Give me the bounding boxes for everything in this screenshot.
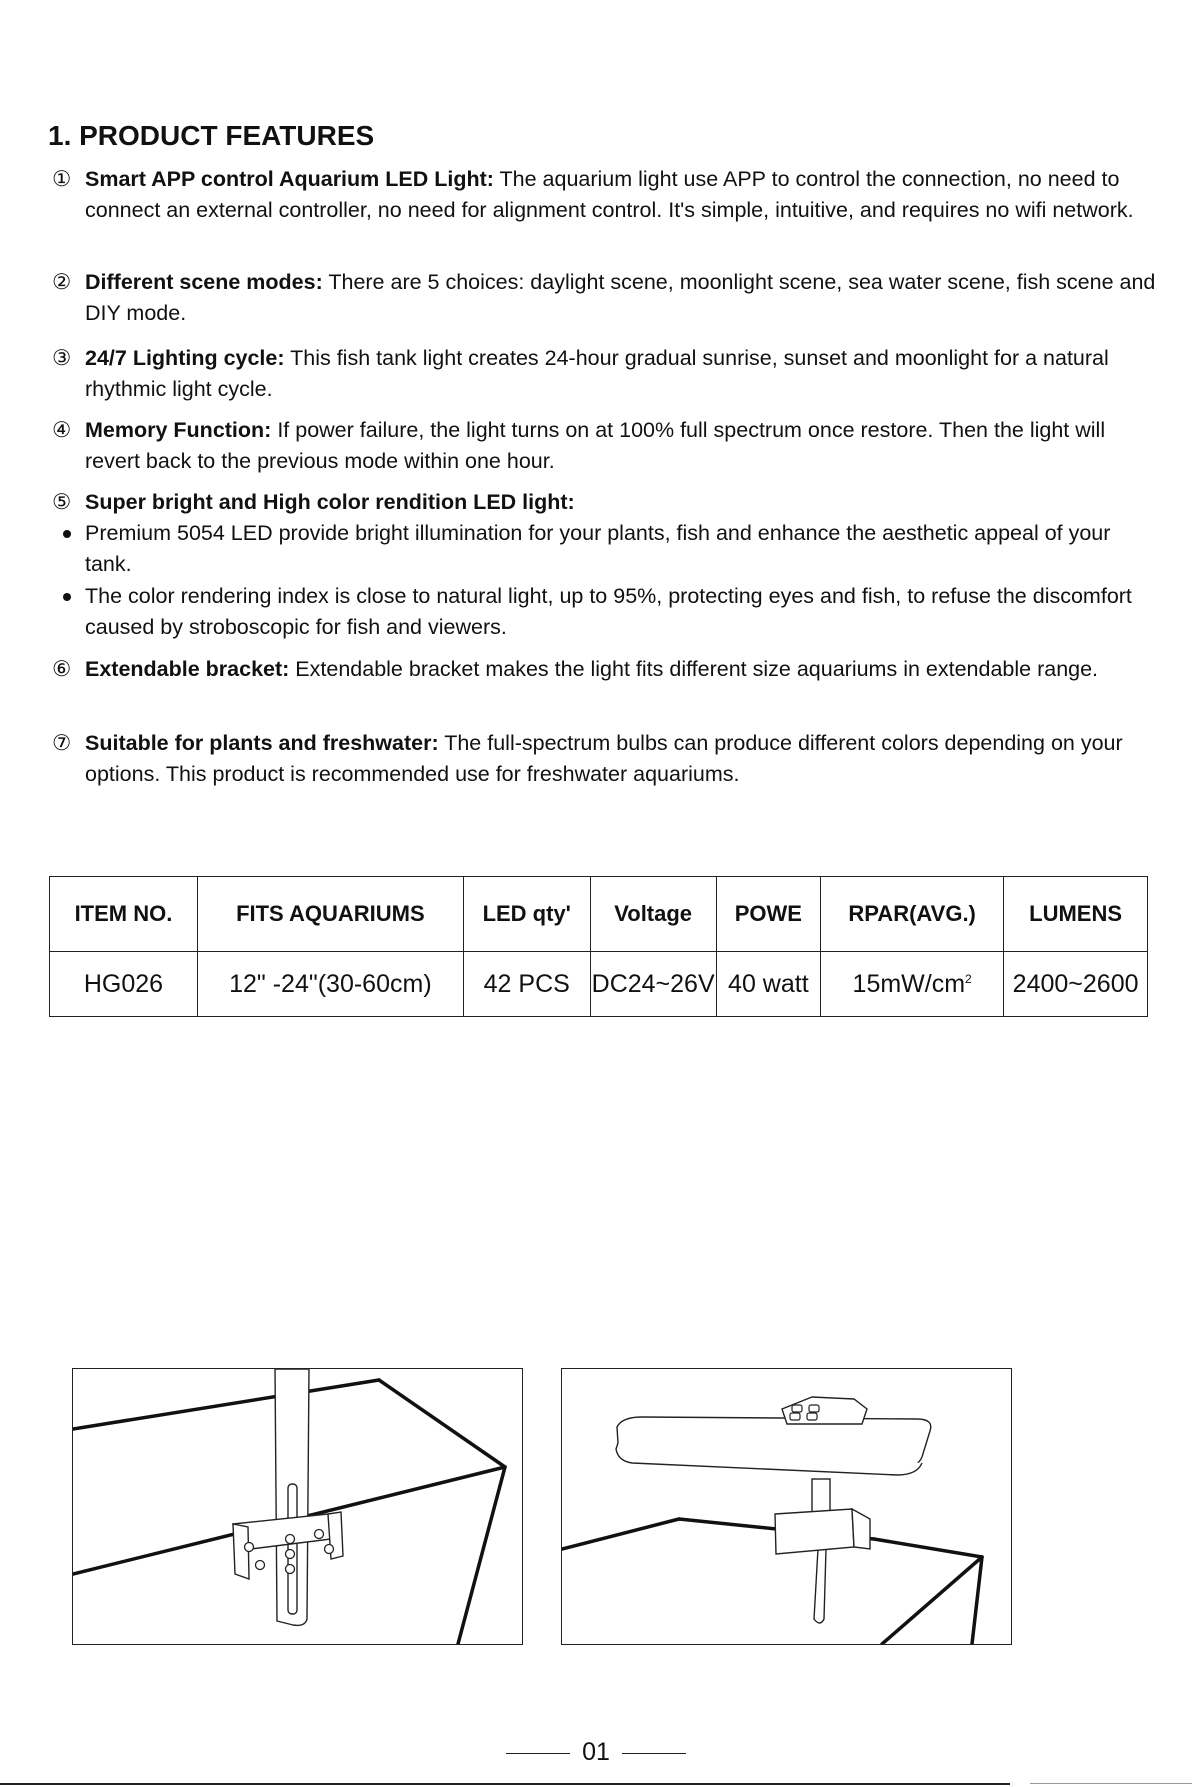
cell-led-qty: 42 PCS [463,952,590,1017]
feature-item [52,415,1162,477]
table-header-row [50,877,1148,952]
feature-heading: 24/7 Lighting cycle: [85,346,285,370]
light-fixture-on-tank-diagram [561,1368,1012,1645]
page-number-rule-left [506,1753,570,1755]
bracket-mounted-on-tank-diagram [72,1368,523,1645]
feature-item [52,343,1162,405]
cell-power: 40 watt [716,952,820,1017]
feature-heading: Different scene modes: [85,270,323,294]
column-header: POWE [716,877,820,952]
feature-number: ① [52,167,72,191]
feature-heading: Extendable bracket: [85,657,290,681]
rpar-superscript: 2 [965,971,972,986]
feature-number: ⑦ [52,731,72,755]
feature-heading: Super bright and High color rendition LED light: [85,490,575,514]
feature-item [52,654,1162,685]
column-header: Voltage [590,877,716,952]
column-header: RPAR(AVG.) [821,877,1004,952]
spec-table [49,876,1148,1017]
feature-item [52,728,1162,790]
bracket-diagram-svg [73,1369,522,1644]
feature-text: Extendable bracket makes the light fits different size aquariums in extendable range. [289,657,1099,681]
feature-text: The aquarium light use APP to control the connection, no need to connect an external controller, no need for alignment control. It's simple, intuitive, and requires no wifi network. [85,167,1134,222]
bullet-dot-icon [63,530,71,538]
cell-lumens: 2400~2600 [1004,952,1148,1017]
feature-text: The full-spectrum bulbs can produce different colors depending on your options. This product is recommended use for freshwater aquariums. [85,731,1123,786]
page-number-text: 01 [582,1738,610,1766]
feature-heading: Suitable for plants and freshwater: [85,731,439,755]
section-title: 1. PRODUCT FEATURES [48,120,375,151]
bullet-item [60,581,1160,643]
feature-number: ② [52,270,72,294]
feature-text: This fish tank light creates 24-hour gradual sunrise, sunset and moonlight for a natural rhythmic light cycle. [85,346,1109,401]
bottom-divider-faint [1030,1783,1192,1784]
bullet-text: Premium 5054 LED provide bright illumination for your plants, fish and enhance the aesthetic appeal of your tank. [85,521,1111,576]
feature-heading: Memory Function: [85,418,272,442]
cell-rpar [821,952,1004,1017]
cell-voltage: DC24~26V [590,952,716,1017]
page-number [0,1738,1192,1767]
feature-number: ⑥ [52,657,72,681]
table-row [50,952,1148,1017]
column-header: ITEM NO. [50,877,198,952]
bullet-dot-icon [63,593,71,601]
feature-item [52,267,1162,329]
feature-item [52,164,1162,226]
rpar-value: 15mW/cm [852,969,966,998]
cell-item-no: HG026 [50,952,198,1017]
feature-number: ④ [52,418,72,442]
bottom-divider [0,1783,1010,1785]
feature-text: If power failure, the light turns on at 100% full spectrum once restore. Then the light will revert back to the previous mode within one hour. [85,418,1106,473]
column-header: LUMENS [1004,877,1148,952]
feature-text: There are 5 choices: daylight scene, moonlight scene, sea water scene, fish scene and DIY mode. [85,270,1156,325]
feature-number: ⑤ [52,490,72,514]
feature-heading: Smart APP control Aquarium LED Light: [85,167,494,191]
feature-number: ③ [52,346,72,370]
bullet-text: The color rendering index is close to natural light, up to 95%, protecting eyes and fish, to refuse the discomfort caused by stroboscopic for fish and viewers. [85,584,1132,639]
cell-fits: 12" -24"(30-60cm) [197,952,463,1017]
page-number-rule-right [622,1753,686,1755]
feature-item [52,487,1162,518]
light-diagram-svg [562,1369,1011,1644]
column-header: LED qty' [463,877,590,952]
bullet-item [60,518,1160,580]
column-header: FITS AQUARIUMS [197,877,463,952]
